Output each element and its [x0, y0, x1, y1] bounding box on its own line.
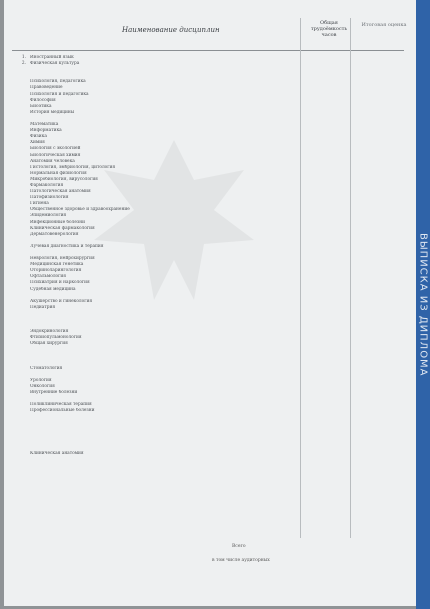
header-total-hours: Общая трудоёмкость часов — [310, 20, 348, 38]
discipline-name: Педиатрия — [30, 304, 56, 310]
discipline-name: Акушерство и гинекология — [30, 298, 93, 304]
total-label: Всего — [232, 544, 246, 549]
totals-block — [12, 540, 404, 580]
discipline-name: Философия — [30, 97, 56, 103]
discipline-name: Физика — [30, 134, 47, 140]
discipline-name: Лучевая диагностика и терапия — [30, 243, 104, 249]
discipline-name: Урология — [30, 377, 52, 383]
discipline-name: Клиническая анатомия — [30, 451, 84, 457]
discipline-name: Внутренние болезни — [30, 390, 78, 396]
discipline-name: Микробиология, вирусология — [30, 176, 98, 182]
table-header — [12, 18, 407, 51]
discipline-name: Дерматовенерология — [30, 231, 79, 237]
document-sheet — [4, 0, 416, 606]
discipline-name: Психология, педагогика — [30, 79, 86, 85]
discipline-name: Психология и педагогика — [30, 91, 89, 97]
discipline-name: Эпидемиология — [30, 213, 67, 219]
discipline-name: Поликлиническая терапия — [30, 402, 92, 408]
discipline-name: Анатомия человека — [30, 158, 75, 164]
discipline-name: Математика — [30, 122, 59, 128]
row-number: 1. — [21, 55, 26, 60]
discipline-name: Биология с экологией — [30, 146, 81, 152]
header-grade: Итоговая оценка — [361, 22, 407, 28]
discipline-name: Неврология, нейрохирургия — [30, 256, 95, 262]
row-number: 2. — [21, 61, 26, 67]
discipline-name: Клиническая фармакология — [30, 225, 95, 231]
classroom-label: в том числе аудиторных — [212, 558, 270, 563]
discipline-name: Правоведение — [30, 85, 63, 91]
discipline-name: Физическая культура — [30, 61, 80, 67]
discipline-name: Фармакология — [30, 182, 64, 188]
discipline-name: Фтизиопульмонология — [30, 335, 82, 341]
discipline-name: Гигиена — [30, 201, 49, 207]
discipline-name: Патологическая анатомия — [30, 189, 91, 195]
discipline-name: Иностранный язык — [30, 55, 74, 60]
header-discipline-name: Наименование дисциплин — [122, 26, 220, 34]
discipline-name: Информатика — [30, 128, 62, 134]
discipline-name: Патофизиология — [30, 195, 69, 201]
discipline-name: Общая хирургия — [30, 341, 68, 347]
disciplines-table — [12, 55, 404, 524]
discipline-name: Офтальмология — [30, 274, 66, 280]
discipline-name: Биоэтика — [30, 103, 52, 109]
discipline-name: История медицины — [30, 109, 75, 115]
discipline-name: Стоматология — [30, 365, 63, 371]
discipline-name: Эндокринология — [30, 329, 69, 335]
discipline-name: Оториноларингология — [30, 268, 82, 274]
discipline-name: Нормальная физиология — [30, 170, 87, 176]
discipline-name: Судебная медицина — [30, 286, 76, 292]
discipline-name: Психиатрия и наркология — [30, 280, 90, 286]
discipline-name: Медицинская генетика — [30, 262, 84, 268]
table-row — [12, 518, 404, 524]
side-strip-text: ВЫПИСКА ИЗ ДИПЛОМА — [417, 232, 429, 377]
discipline-name: Гистология, эмбриология, цитология — [30, 164, 116, 170]
discipline-name: Биологическая химия — [30, 152, 81, 158]
side-strip — [416, 0, 430, 609]
discipline-name: Общественное здоровье и здравоохранение — [30, 207, 130, 213]
discipline-name: Химия — [30, 140, 45, 146]
discipline-name: Онкология — [30, 384, 55, 390]
discipline-name: Инфекционные болезни — [30, 219, 85, 225]
discipline-name: Профессиональные болезни — [30, 408, 95, 414]
